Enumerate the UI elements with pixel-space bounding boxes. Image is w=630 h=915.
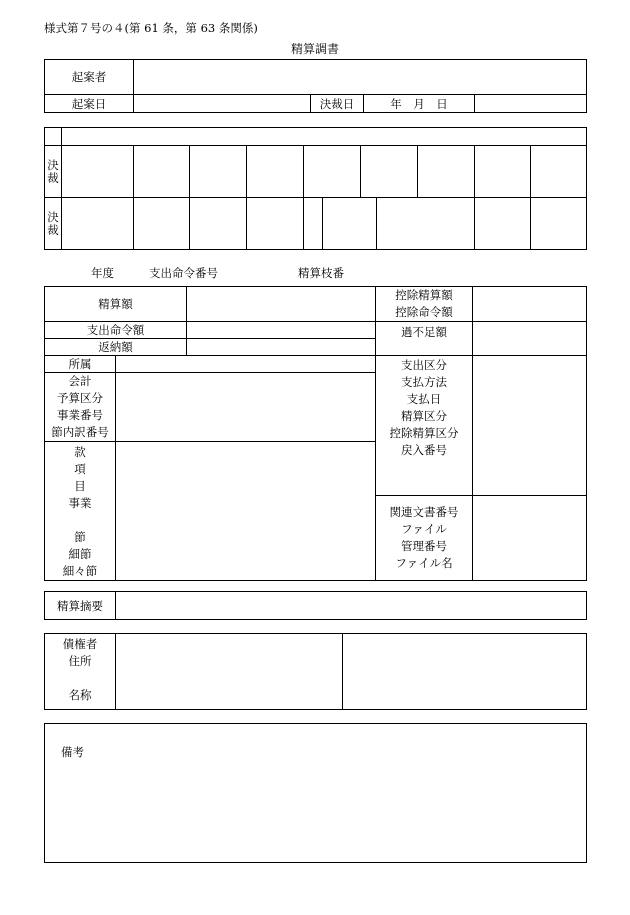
approval-stamp-cell[interactable] bbox=[134, 198, 190, 250]
approval-row2-label bbox=[45, 198, 62, 250]
decision-date-field[interactable]: 年 月 日 bbox=[364, 95, 475, 113]
approval-stamp-cell[interactable] bbox=[531, 146, 587, 198]
deduct-labels-text: 控除精算額 控除命令額 bbox=[395, 288, 453, 319]
approval-corner bbox=[45, 128, 62, 146]
deduct-labels bbox=[376, 287, 473, 322]
creditor-table bbox=[44, 633, 587, 710]
branch-number-label: 精算枝番 bbox=[298, 266, 344, 280]
approval-stamp-cell[interactable] bbox=[190, 198, 247, 250]
fiscal-year-label: 年度 bbox=[91, 266, 114, 280]
accounting-field[interactable] bbox=[116, 373, 376, 442]
approval-stamp-cell[interactable] bbox=[304, 146, 361, 198]
creditor-field[interactable] bbox=[116, 634, 343, 710]
budget-labels bbox=[45, 442, 116, 581]
approval-row2-text: 決 裁 bbox=[47, 209, 59, 237]
document-title: 精算調書 bbox=[290, 42, 339, 56]
summary-label: 精算摘要 bbox=[45, 592, 116, 620]
summary-field[interactable] bbox=[116, 592, 587, 620]
over-short-label: 過不足額 bbox=[376, 322, 473, 356]
order-number-label: 支出命令番号 bbox=[149, 266, 218, 280]
settlement-amount-field[interactable] bbox=[187, 287, 376, 322]
approval-stamp-cell[interactable] bbox=[377, 198, 475, 250]
approval-table bbox=[44, 127, 587, 250]
drafter-field[interactable] bbox=[134, 60, 587, 95]
document-field[interactable] bbox=[473, 496, 587, 581]
document-labels-text: 関連文書番号 ファイル 管理番号 ファイル名 bbox=[389, 505, 459, 571]
creditor-extra-field[interactable] bbox=[343, 634, 587, 710]
affiliation-field[interactable] bbox=[116, 356, 376, 373]
approval-stamp-cell[interactable] bbox=[62, 198, 134, 250]
payment-labels bbox=[376, 356, 473, 496]
approval-stamp-cell[interactable] bbox=[323, 198, 377, 250]
order-amount-field[interactable] bbox=[187, 322, 376, 339]
payment-field[interactable] bbox=[473, 356, 587, 496]
budget-labels-text: 款 項 目 事業 節 細節 細々節 bbox=[62, 445, 98, 578]
draft-date-field[interactable] bbox=[134, 95, 311, 113]
decision-extra-field[interactable] bbox=[475, 95, 587, 113]
budget-field[interactable] bbox=[116, 442, 376, 581]
payment-labels-text: 支出区分 支払方法 支払日 精算区分 控除精算区分 戻入番号 bbox=[389, 358, 459, 457]
drafter-label: 起案者 bbox=[45, 60, 134, 95]
approval-stamp-cell[interactable] bbox=[361, 146, 418, 198]
remarks-box[interactable] bbox=[44, 723, 587, 863]
settlement-table bbox=[44, 286, 587, 581]
approval-stamp-cell[interactable] bbox=[247, 146, 304, 198]
settlement-amount-label: 精算額 bbox=[45, 287, 187, 322]
approval-stamp-cell[interactable] bbox=[62, 146, 134, 198]
approval-stamp-cell[interactable] bbox=[190, 146, 247, 198]
summary-table bbox=[44, 591, 587, 620]
approval-stamp-cell[interactable] bbox=[531, 198, 587, 250]
approval-stamp-cell[interactable] bbox=[134, 146, 190, 198]
document-labels bbox=[376, 496, 473, 581]
accounting-labels-text: 会計 予算区分 事業番号 節内訳番号 bbox=[51, 374, 109, 439]
approval-header-field[interactable] bbox=[62, 128, 587, 146]
approval-stamp-cell[interactable] bbox=[247, 198, 304, 250]
approval-stamp-cell[interactable] bbox=[475, 198, 531, 250]
approval-stamp-cell[interactable] bbox=[304, 198, 323, 250]
approval-row1-label bbox=[45, 146, 62, 198]
deduct-field[interactable] bbox=[473, 287, 587, 322]
decision-date-label: 決裁日 bbox=[311, 95, 364, 113]
return-amount-label: 返納額 bbox=[45, 339, 187, 356]
form-number: 様式第７号の４(第 61 条，第 63 条関係) bbox=[44, 21, 258, 35]
order-amount-label: 支出命令額 bbox=[45, 322, 187, 339]
over-short-field[interactable] bbox=[473, 322, 587, 356]
approval-row1-text: 決 裁 bbox=[47, 157, 59, 185]
creditor-labels-text: 債権者 住所 名称 bbox=[62, 637, 98, 702]
draft-date-label: 起案日 bbox=[45, 95, 134, 113]
remarks-label: 備考 bbox=[61, 745, 84, 759]
proposal-table bbox=[44, 59, 587, 113]
creditor-labels bbox=[45, 634, 116, 710]
approval-stamp-cell[interactable] bbox=[475, 146, 531, 198]
return-amount-field[interactable] bbox=[187, 339, 376, 356]
approval-stamp-cell[interactable] bbox=[418, 146, 475, 198]
accounting-labels bbox=[45, 373, 116, 442]
affiliation-label: 所属 bbox=[45, 356, 116, 373]
